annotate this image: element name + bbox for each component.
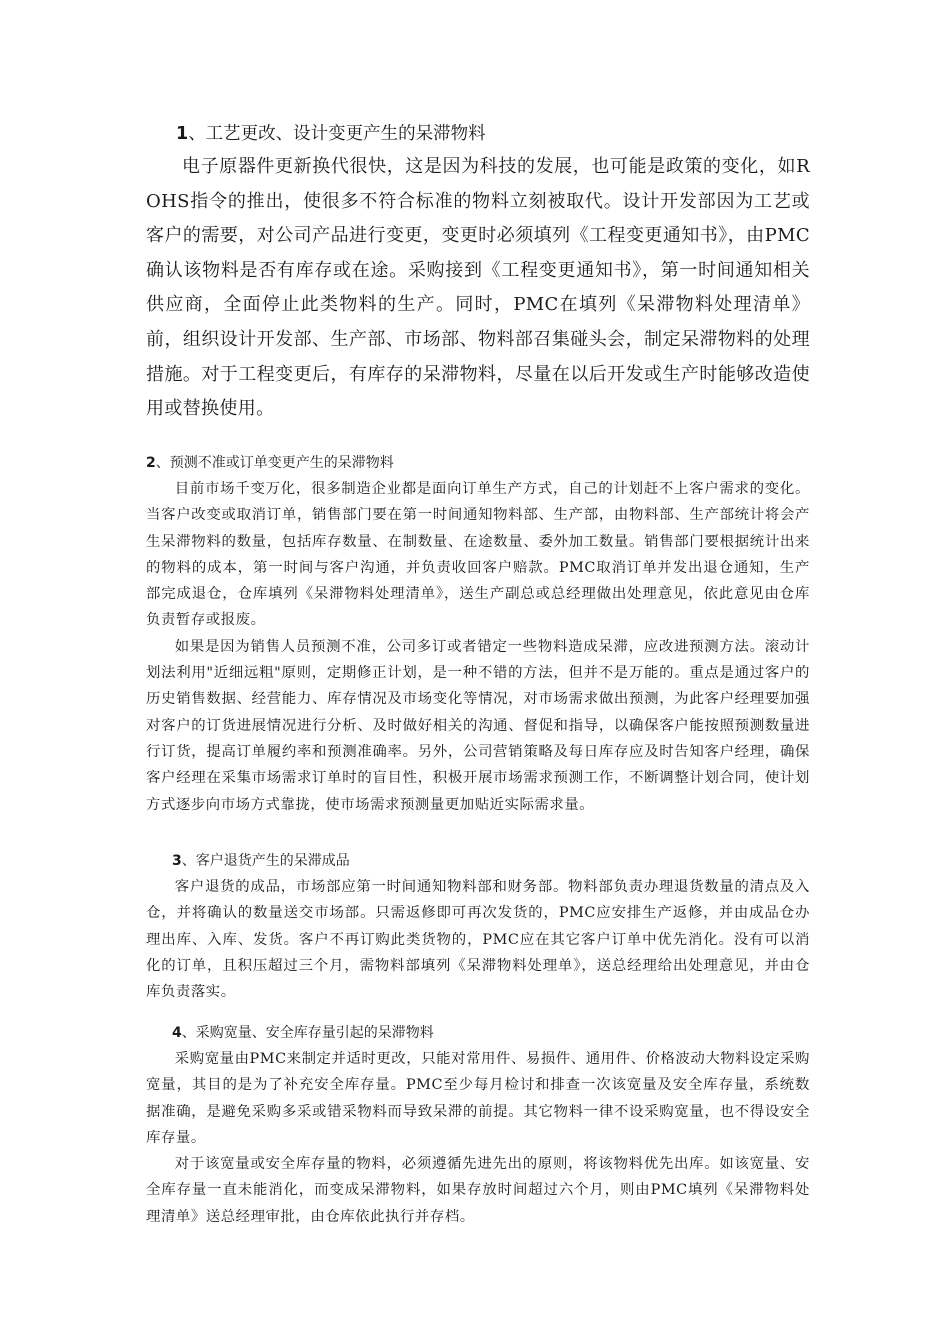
- section-2-paragraph-1: 目前市场千变万化，很多制造企业都是面向订单生产方式，自己的计划赶不上客户需求的变化。当客户改变或取消订单，销售部门要在第一时间通知物料部、生产部，由物料部、生产部统计将会产生呆滞物料的数量，包括库存数量、在制数量、在途数量、委外加工数量。销售部门要根据统计出来的物料的成本，第一时间与客户沟通，并负责收回客户赔款。PMC取消订单并发出退仓通知，生产部完成退仓，仓库填列《呆滞物料处理清单》，送生产副总或总经理做出处理意见，依此意见由仓库负责暂存或报废。: [146, 481, 810, 629]
- section-1: [146, 118, 810, 427]
- section-2-title: 、预测不准或订单变更产生的呆滞物料: [155, 455, 394, 471]
- section-4-heading: [146, 1020, 810, 1046]
- section-4-number: 4: [172, 1025, 182, 1041]
- section-3-title: 、客户退货产生的呆滞成品: [181, 853, 350, 869]
- section-2: [146, 450, 810, 818]
- section-1-number: 1: [176, 124, 189, 144]
- section-2-heading: [146, 450, 810, 476]
- section-4-paragraph-1: 采购宽量由PMC来制定并适时更改，只能对常用件、易损件、通用件、价格波动大物料设定采购宽量，其目的是为了补充安全库存量。PMC至少每月检讨和排查一次该宽量及安全库存量，系统数据准确，是避免采购多采或错采物料而导致呆滞的前提。其它物料一律不设采购宽量，也不得设安全库存量。: [146, 1051, 810, 1146]
- section-2-paragraph-2: 如果是因为销售人员预测不准，公司多订或者错定一些物料造成呆滞，应改进预测方法。滚动计划法利用"近细远粗"原则，定期修正计划，是一种不错的方法，但并不是万能的。重点是通过客户的历史销售数据、经营能力、库存情况及市场变化等情况，对市场需求做出预测，为此客户经理要加强对客户的订货进展情况进行分析、及时做好相关的沟通、督促和指导，以确保客户能按照预测数量进行订货，提高订单履约率和预测准确率。另外，公司营销策略及每日库存应及时告知客户经理，确保客户经理在采集市场需求订单时的盲目性，积极开展市场需求预测工作，不断调整计划合同，使计划方式逐步向市场方式靠拢，使市场需求预测量更加贴近实际需求量。: [146, 638, 810, 813]
- section-2-number: 2: [146, 455, 156, 471]
- section-4-paragraph-2: 对于该宽量或安全库存量的物料，必须遵循先进先出的原则，将该物料优先出库。如该宽量、安全库存量一直未能消化，而变成呆滞物料，如果存放时间超过六个月，则由PMC填列《呆滞物料处理清单》送总经理审批，由仓库依此执行并存档。: [146, 1156, 810, 1225]
- section-4-title: 、采购宽量、安全库存量引起的呆滞物料: [181, 1025, 434, 1041]
- section-3-heading: [146, 848, 810, 874]
- section-4: [146, 1020, 810, 1230]
- section-3-paragraph-1: 客户退货的成品，市场部应第一时间通知物料部和财务部。物料部负责办理退货数量的清点及入仓，并将确认的数量送交市场部。只需返修即可再次发货的，PMC应安排生产返修，并由成品仓办理出库、入库、发货。客户不再订购此类货物的，PMC应在其它客户订单中优先消化。没有可以消化的订单，且积压超过三个月，需物料部填列《呆滞物料处理单》，送总经理给出处理意见，并由仓库负责落实。: [146, 879, 810, 1001]
- section-1-paragraph-1: 电子原器件更新换代很快，这是因为科技的发展，也可能是政策的变化，如ROHS指令的推出，使很多不符合标准的物料立刻被取代。设计开发部因为工艺或客户的需要，对公司产品进行变更，变更时必须填列《工程变更通知书》，由PMC确认该物料是否有库存或在途。采购接到《工程变更通知书》，第一时间通知相关供应商，全面停止此类物料的生产。同时，PMC在填列《呆滞物料处理清单》前，组织设计开发部、生产部、市场部、物料部召集碰头会，制定呆滞物料的处理措施。对于工程变更后，有库存的呆滞物料，尽量在以后开发或生产时能够改造使用或替换使用。: [146, 156, 810, 420]
- section-3-number: 3: [172, 853, 182, 869]
- section-1-heading: [146, 118, 810, 150]
- section-3: [146, 848, 810, 1005]
- section-1-title: 、工艺更改、设计变更产生的呆滞物料: [188, 124, 486, 144]
